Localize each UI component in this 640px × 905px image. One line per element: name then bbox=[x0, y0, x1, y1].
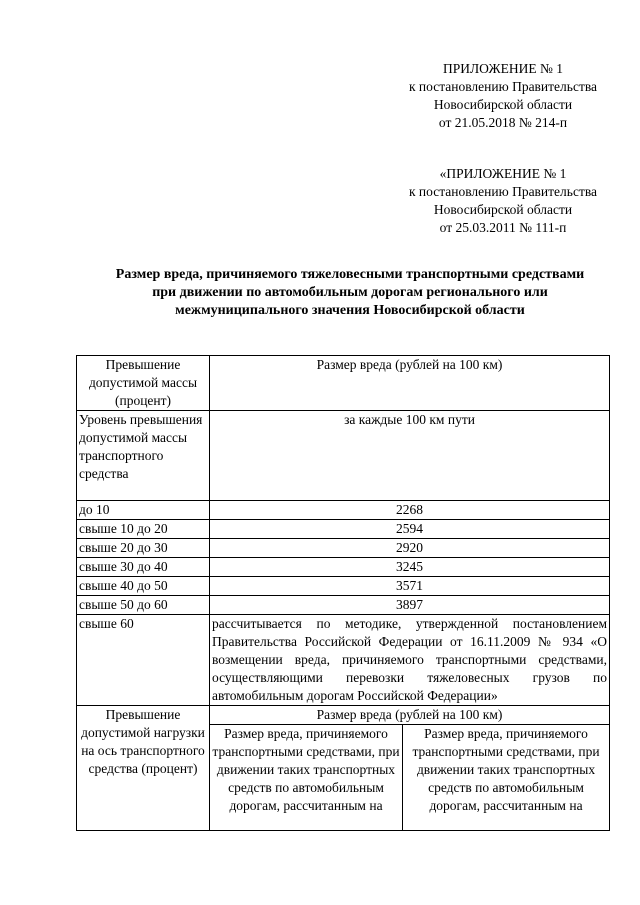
table-row bbox=[77, 501, 610, 520]
mass-col1-header: Превышение допустимой массы (процент) bbox=[77, 356, 210, 411]
harm-table bbox=[76, 355, 610, 831]
appendix-original-line1: «ПРИЛОЖЕНИЕ № 1 bbox=[439, 166, 567, 181]
mass-col1-subheader: Уровень превышения допустимой массы транспортного средства bbox=[77, 411, 210, 501]
range-cell: свыше 50 до 60 bbox=[77, 596, 210, 615]
mass-subheader-row bbox=[77, 411, 610, 501]
axle-header-row bbox=[77, 706, 610, 725]
range-cell: свыше 40 до 50 bbox=[77, 577, 210, 596]
appendix-original-block bbox=[388, 165, 618, 237]
appendix-current-line1: ПРИЛОЖЕНИЕ № 1 bbox=[442, 61, 564, 76]
title-line2: при движении по автомобильным дорогам регионального или bbox=[152, 285, 548, 300]
table-row bbox=[77, 596, 610, 615]
appendix-original-line4: от 25.03.2011 № 111-п bbox=[439, 220, 567, 235]
appendix-original-line3: Новосибирской области bbox=[433, 202, 573, 217]
value-cell: 3571 bbox=[210, 577, 610, 596]
over60-range-cell: свыше 60 bbox=[77, 615, 210, 706]
appendix-current-line4: от 21.05.2018 № 214-п bbox=[438, 115, 568, 130]
table-row bbox=[77, 558, 610, 577]
axle-col2-header: Размер вреда (рублей на 100 км) bbox=[210, 706, 610, 725]
range-cell: свыше 20 до 30 bbox=[77, 539, 210, 558]
table-row bbox=[77, 577, 610, 596]
value-cell: 3897 bbox=[210, 596, 610, 615]
table-row bbox=[77, 539, 610, 558]
value-cell: 2594 bbox=[210, 520, 610, 539]
table-row bbox=[77, 520, 610, 539]
appendix-current-block bbox=[388, 60, 618, 132]
over60-row bbox=[77, 615, 610, 706]
title-line1: Размер вреда, причиняемого тяжеловесными транспортными средствами bbox=[115, 267, 585, 282]
value-cell: 2920 bbox=[210, 539, 610, 558]
range-cell: свыше 10 до 20 bbox=[77, 520, 210, 539]
axle-subcol-a: Размер вреда, причиняемого транспортными средствами, при движении таких транспортных средств по автомобильным дорогам, рассчитанным на bbox=[210, 725, 403, 831]
appendix-original-line2: к постановлению Правительства bbox=[408, 184, 598, 199]
mass-header-row bbox=[77, 356, 610, 411]
value-cell: 2268 bbox=[210, 501, 610, 520]
axle-subcol-b: Размер вреда, причиняемого транспортными средствами, при движении таких транспортных средств по автомобильным дорогам, рассчитанным на bbox=[403, 725, 610, 831]
title-line3: межмуниципального значения Новосибирской области bbox=[175, 303, 525, 318]
range-cell: свыше 30 до 40 bbox=[77, 558, 210, 577]
range-cell: до 10 bbox=[77, 501, 210, 520]
axle-col1-header: Превышение допустимой нагрузки на ось транспортного средства (процент) bbox=[77, 706, 210, 831]
over60-method-text: рассчитывается по методике, утвержденной постановлением Правительства Российской Федерации от 16.11.2009 № 934 «О возмещении вреда, причиняемого транспортными средствами, осуществляющими перевозки тяжеловесных грузов по автомобильным дорогам Российской Федерации» bbox=[210, 615, 610, 706]
mass-col2-subheader: за каждые 100 км пути bbox=[210, 411, 610, 501]
mass-col2-header: Размер вреда (рублей на 100 км) bbox=[210, 356, 610, 411]
appendix-current-line3: Новосибирской области bbox=[433, 97, 573, 112]
document-title bbox=[70, 266, 630, 320]
appendix-current-line2: к постановлению Правительства bbox=[408, 79, 598, 94]
value-cell: 3245 bbox=[210, 558, 610, 577]
